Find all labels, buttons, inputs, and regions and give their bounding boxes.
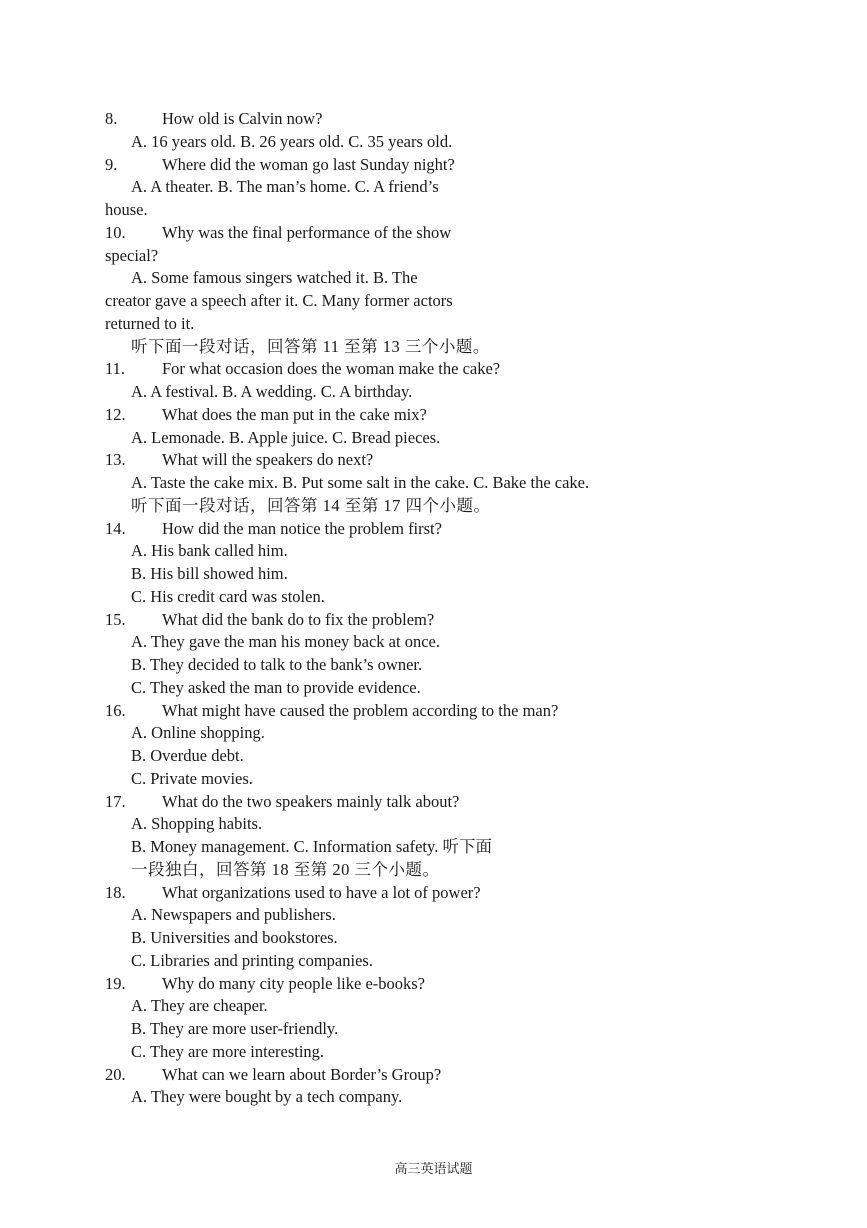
answer-options: B. His bill showed him. [131,564,288,583]
continuation-line: returned to it. [105,313,195,333]
question-line [105,405,427,425]
question-line [105,792,459,812]
answer-options: A. Online shopping. [131,723,265,743]
question-line [105,974,425,994]
answer-options: C. Libraries and printing companies. [131,950,373,970]
question-text: Why do many city people like e-books? [162,973,426,993]
section-instruction: 一段独白，回答第 18 至第 20 三个小题。 [131,859,440,879]
question-number: 16. [105,700,126,720]
question-text: What will the speakers do next? [162,450,374,470]
answer-options: A. They were bought by a tech company. [131,1087,403,1107]
question-number: 12. [105,404,126,424]
answer-options: A. A festival. B. A wedding. C. A birthday. [131,382,413,401]
continuation-line: house. [105,200,148,219]
question-text: What does the man put in the cake mix? [162,404,427,424]
question-line [105,155,455,175]
answer-options: B. Overdue debt. [131,746,244,765]
question-number: 14. [105,518,126,538]
answer-options: A. Taste the cake mix. B. Put some salt in the cake. C. Bake the cake. [131,473,590,492]
question-text: What might have caused the problem according to the man? [162,700,559,720]
question-text: What organizations used to have a lot of power? [162,882,481,902]
question-number: 8. [105,109,118,128]
answer-options: B. Universities and bookstores. [131,928,338,947]
question-text: Where did the woman go last Sunday night? [162,154,455,174]
answer-options: A. 16 years old. B. 26 years old. C. 35 years old. [131,131,453,151]
question-number: 13. [105,450,126,470]
question-line [105,701,558,721]
question-line [105,109,322,129]
answer-options: C. Private movies. [131,768,253,788]
question-number: 11. [105,359,126,379]
page-footer: 高三英语试题 [394,1161,473,1176]
question-line [105,519,442,539]
question-line [105,1065,441,1085]
question-number: 17. [105,791,126,811]
question-number: 9. [105,154,118,174]
answer-options: A. They gave the man his money back at once. [131,632,440,652]
question-text: How did the man notice the problem first? [162,518,442,538]
question-line [105,883,481,903]
answer-options: C. His credit card was stolen. [131,586,325,606]
answer-options: A. Newspapers and publishers. [131,905,336,925]
question-number: 15. [105,609,126,629]
question-line [105,359,500,379]
question-text: What do the two speakers mainly talk about? [162,791,460,811]
question-number: 18. [105,882,126,902]
question-text: What can we learn about Border’s Group? [162,1064,442,1084]
answer-options: C. They are more interesting. [131,1041,325,1061]
answer-options: B. Money management. C. Information safety. 听下面 [131,837,492,856]
question-number: 10. [105,222,126,242]
question-text: How old is Calvin now? [162,109,323,128]
section-instruction: 听下面一段对话，回答第 11 至第 13 三个小题。 [131,336,490,356]
question-text: For what occasion does the woman make the cake? [162,359,501,379]
answer-options: A. Shopping habits. [131,814,263,834]
answer-options: C. They asked the man to provide evidence. [131,677,421,697]
continuation-line: special? [105,245,159,265]
answer-options: A. They are cheaper. [131,996,268,1016]
continuation-line: creator gave a speech after it. C. Many former actors [105,291,453,310]
question-text: What did the bank do to fix the problem? [162,609,435,629]
question-number: 20. [105,1064,126,1084]
answer-options: A. Lemonade. B. Apple juice. C. Bread pieces. [131,427,441,447]
answer-options: B. They decided to talk to the bank’s owner. [131,655,423,674]
question-line [105,610,434,630]
question-number: 19. [105,973,126,993]
answer-options: A. His bank called him. [131,541,288,561]
answer-options: A. Some famous singers watched it. B. The [131,268,418,288]
answer-options: B. They are more user-friendly. [131,1019,339,1038]
question-line [105,223,451,243]
question-text: Why was the final performance of the show [162,222,452,242]
answer-options: A. A theater. B. The man’s home. C. A friend’s [131,177,439,197]
section-instruction: 听下面一段对话，回答第 14 至第 17 四个小题。 [131,495,491,515]
question-line [105,450,373,470]
